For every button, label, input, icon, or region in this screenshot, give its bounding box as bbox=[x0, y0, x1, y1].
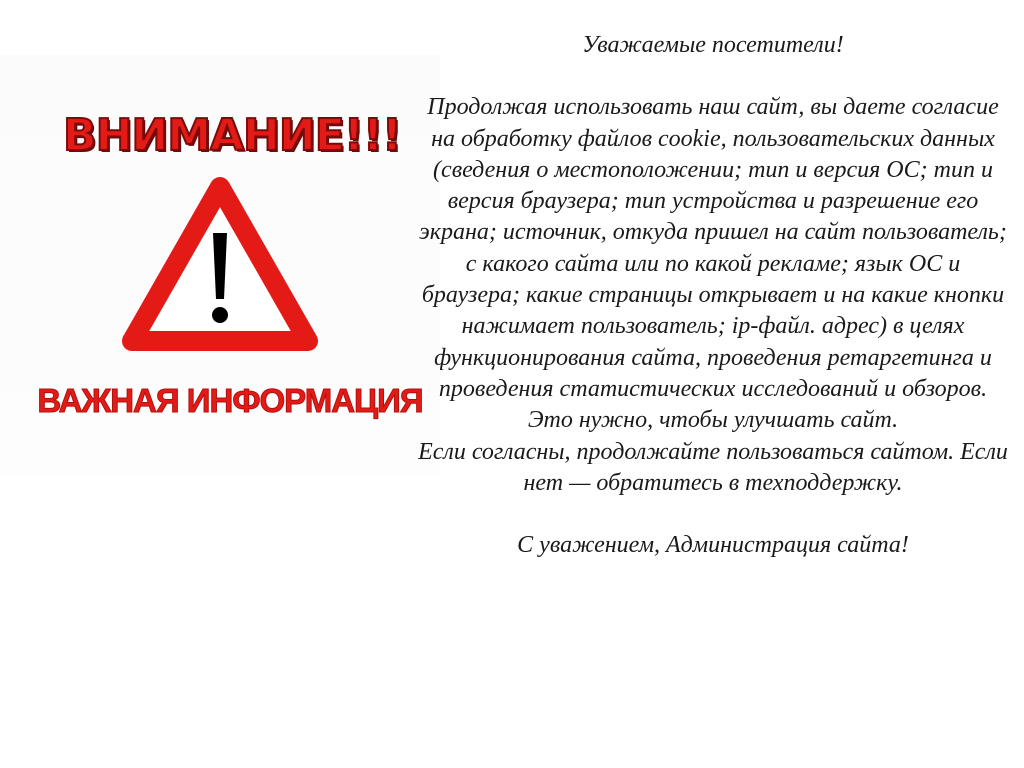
notice-consent: Если согласны, продолжайте пользоваться сайтом. Если нет — обратитесь в техподдержку. bbox=[418, 438, 1008, 496]
warning-title: ВНИМАНИЕ!!! bbox=[63, 110, 401, 161]
warning-subtitle: ВАЖНАЯ ИНФОРМАЦИЯ bbox=[37, 382, 423, 419]
notice-greeting: Уважаемые посетители! bbox=[582, 32, 844, 58]
notice-body: Продолжая использовать наш сайт, вы даете согласие на обработку файлов cookie, пользовательских данных (сведения о местоположении; тип и версия ОС; тип и версия браузера; тип устройства и разрешение его экрана; источник, откуда пришел на сайт пользователь; с какого сайта или по какой рекламе; язык ОС и браузера; какие страницы открывает и на какие кнопки нажимает пользователь; ip-файл. адрес) в целях функционирования сайта, проведения ретаргетинга и проведения статистических исследований и обзоров. Это нужно, чтобы улучшать сайт. bbox=[419, 94, 1007, 434]
notice-text bbox=[418, 30, 1008, 561]
notice-signature: С уважением, Администрация сайта! bbox=[517, 532, 909, 559]
warning-triangle-icon bbox=[120, 175, 320, 355]
